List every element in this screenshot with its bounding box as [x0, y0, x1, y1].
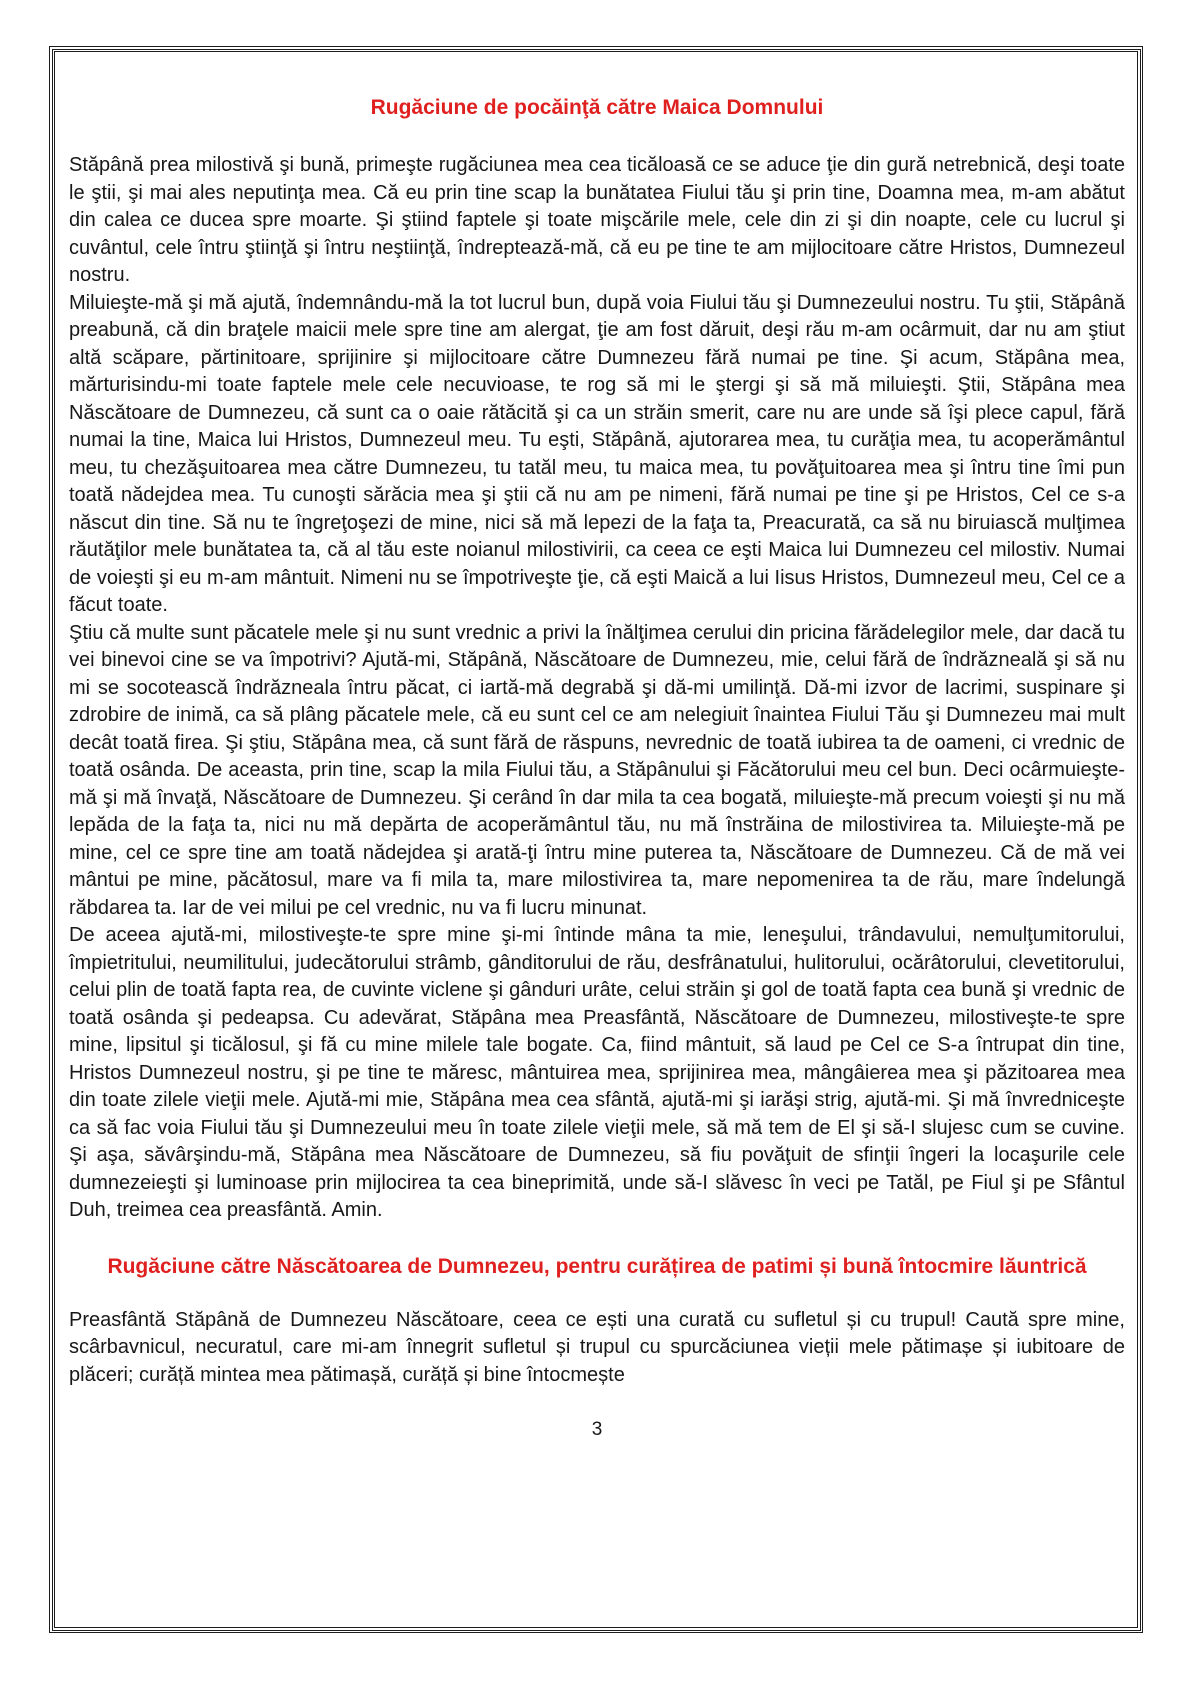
page-number: 3	[591, 1419, 603, 1440]
page-content	[55, 52, 1137, 1441]
page-border-outer	[49, 46, 1143, 1633]
prayer-paragraph-1: Stăpână prea milostivă şi bună, primeşte rugăciunea mea cea ticăloasă ce se aduce ţie din gură netrebnică, deşi toate le ştii, şi mai ales neputinţa mea. Că eu prin tine scap la bunătatea Fiului tău şi prin tine, Doamna mea, m-am abătut din calea ce ducea spre moarte. Şi ştiind faptele şi toate mişcările mele, cele din zi şi din noapte, cele cu lucrul şi cuvântul, cele întru ştiinţă şi întru neştiinţă, îndreptează-mă, că eu pe tine te am mijlocitoare către Hristos, Dumnezeul nostru.	[69, 154, 1125, 286]
prayer-paragraph-4: De aceea ajută-mi, milostiveşte-te spre mine şi-mi întinde mâna ta mie, leneşului, trândavului, nemulţumitorului, împietritului, neumilitului, judecătorului strâmb, gânditorului de rău, desfrânatului, hulitorului, ocărâtorului, clevetitorului, celui plin de toată fapta rea, de cuvinte viclene şi gânduri urâte, celui străin şi gol de toată fapta cea bună şi vrednic de toată osânda şi pedeapsa. Cu adevărat, Stăpâna mea Preasfântă, Născătoare de Dumnezeu, milostiveşte-te spre mine, lipsitul şi ticălosul, şi fă cu mine milele tale bogate. Ca, fiind mântuit, să laud pe Cel ce S-a întrupat din tine, Hristos Dumnezeul nostru, şi pe tine te măresc, mântuirea mea, sprijinirea mea, mângâierea mea şi păzitoarea mea din toate zilele vieţii mele. Ajută-mi mie, Stăpâna mea cea sfântă, ajută-mi şi iarăşi strig, ajută-mi. Şi mă învredniceşte ca să fac voia Fiului tău şi Dumnezeului meu în toate zilele vieţii mele, să mă tem de El şi să-I slujesc cum se cuvine. Şi aşa, săvârşindu-mă, Stăpâna mea Născătoare de Dumnezeu, să fiu povăţuit de sfinţii îngeri la locaşurile cele dumnezeieşti şi luminoase prin mijlocirea ta cea bineprimită, unde să-I slăvesc în veci pe Tatăl, pe Fiul şi pe Sfântul Duh, treimea cea preasfântă. Amin.	[69, 924, 1125, 1221]
page-border-inner	[54, 51, 1138, 1628]
section-title-1: Rugăciune de pocăinţă către Maica Domnului	[370, 96, 824, 119]
section-title-2: Rugăciune către Născătoarea de Dumnezeu, pentru curățirea de patimi și bună întocmire lăuntrică	[107, 1254, 1087, 1278]
page-border-middle	[52, 49, 1141, 1631]
prayer-paragraph-5: Preasfântă Stăpână de Dumnezeu Născătoare, ceea ce ești una curată cu sufletul și cu trupul! Caută spre mine, scârbavnicul, necuratul, care mi-am înnegrit sufletul și trupul cu spurcăciunea vieții mele pătimașe și iubitoare de plăceri; curăță mintea mea pătimașă, curăță și bine întocmește	[69, 1308, 1125, 1386]
prayer-paragraph-3: Ştiu că multe sunt păcatele mele şi nu sunt vrednic a privi la înălţimea cerului din pricina fărădelegilor mele, dar dacă tu vei binevoi cine se va împotrivi? Ajută-mi, Stăpână, Născătoare de Dumnezeu, mie, celui fără de îndrăzneală şi să nu mi se socotească îndrăzneala întru păcat, ci iartă-mă degrabă şi dă-mi umilinţă. Dă-mi izvor de lacrimi, suspinare şi zdrobire de inimă, ca să plâng păcatele mele, că eu sunt cel ce am nelegiuit înaintea Fiului Tău şi Dumnezeu mai mult decât toată firea. Şi ştiu, Stăpâna mea, că sunt fără de răspuns, nevrednic de toată iubirea ta de oameni, ci vrednic de toată osânda. De aceasta, prin tine, scap la mila Fiului tău, a Stăpânului şi Făcătorului meu cel bun. Deci ocârmuieşte-mă şi mă învaţă, Născătoare de Dumnezeu. Şi cerând în dar mila ta cea bogată, miluieşte-mă precum voieşti şi nu mă lepăda de la faţa ta, nici nu mă depărta de acoperământul tău, nu mă înstrăina de milostivirea ta. Miluieşte-mă pe mine, cel ce spre tine am toată nădejdea şi arată-ţi întru mine puterea ta, Născătoare de Dumnezeu. Că de mă vei mântui pe mine, păcătosul, mare va fi mila ta, mare milostivirea ta, mare nepomenirea ta de rău, mare îndelungă răbdarea ta. Iar de vei milui pe cel vrednic, nu va fi lucru minunat.	[69, 621, 1125, 919]
prayer-paragraph-2: Miluieşte-mă şi mă ajută, îndemnându-mă la tot lucrul bun, după voia Fiului tău şi Dumnezeului nostru. Tu ştii, Stăpână preabună, că din braţele maicii mele spre tine am alergat, ţie am fost dăruit, deşi rău m-am ocârmuit, dar nu am ştiut altă scăpare, părtinitoare, sprijinire şi mijlocitoare către Dumnezeu fără numai pe tine. Şi acum, Stăpâna mea, mărturisindu-mi toate faptele mele cele necuvioase, te rog să mi le ştergi şi să mă miluieşti. Ştii, Stăpâna mea Născătoare de Dumnezeu, că sunt ca o oaie rătăcită şi ca un străin smerit, care nu are unde să îşi plece capul, fără numai la tine, Maica lui Hristos, Dumnezeul meu. Tu eşti, Stăpână, ajutorarea mea, tu curăţia mea, tu acoperământul meu, tu chezăşuitoarea mea către Dumnezeu, tu tatăl meu, tu maica mea, tu povăţuitoarea mea şi întru tine îmi pun toată nădejdea mea. Tu cunoşti sărăcia mea şi ştii că nu am pe nimeni, fără numai pe tine şi pe Hristos, Cel ce s-a născut din tine. Să nu te îngreţoşezi de mine, nici să mă lepezi de la faţa ta, Preacurată, ca să nu biruiască mulţimea răutăţilor mele bunătatea ta, că al tău este noianul milostivirii, ca ceea ce eşti Maica lui Dumnezeu cel milostiv. Numai de voieşti şi eu m-am mântuit. Nimeni nu se împotriveşte ţie, că eşti Maică a lui Iisus Hristos, Dumnezeul meu, Cel ce a făcut toate.	[69, 291, 1125, 616]
